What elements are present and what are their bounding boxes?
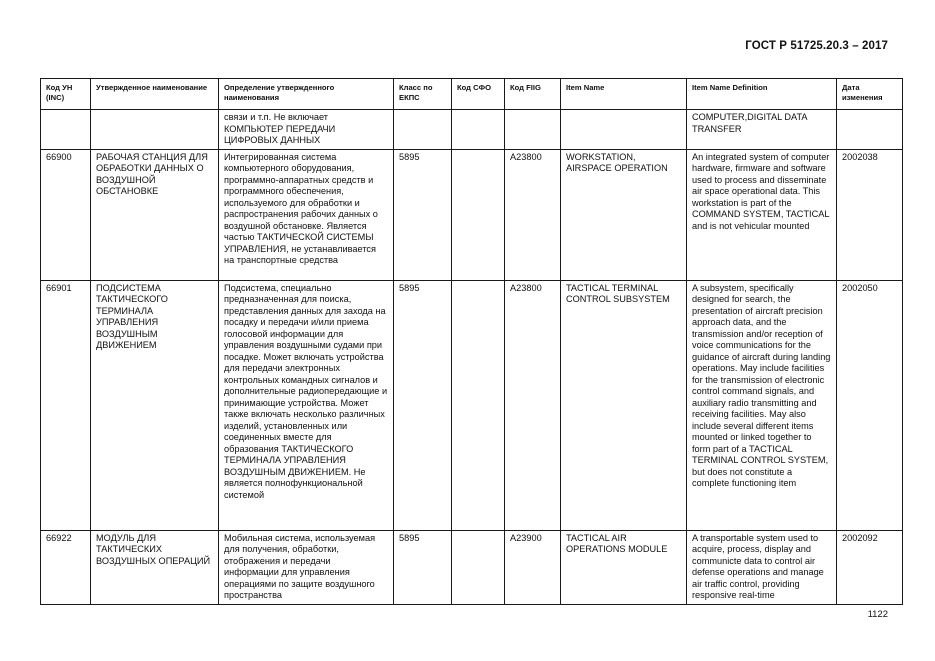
cell-definition: Интегрированная система компьютерного оборудования, программно-аппаратных средств и программного обеспечения, используемого для обработки и распространения рабочих данных о воздушной обстановке. Является частью ТАКТИЧЕСКОЙ СИСТЕМЫ УПРАВЛЕНИЯ, не устанавливается на транспортные средства (219, 149, 394, 280)
cell-fsc: 5895 (394, 280, 452, 530)
column-header-fiig: Код FIIG (505, 79, 561, 110)
cell-fiig: A23800 (505, 149, 561, 280)
cell-approved-name: ПОДСИСТЕМА ТАКТИЧЕСКОГО ТЕРМИНАЛА УПРАВЛЕНИЯ ВОЗДУШНЫМ ДВИЖЕНИЕМ (91, 280, 219, 530)
cell-change-date: 2002050 (837, 280, 903, 530)
cell-item-definition: COMPUTER,DIGITAL DATA TRANSFER (687, 110, 837, 150)
cell-sfo (452, 530, 505, 604)
column-header-definition: Определение утвержденного наименования (219, 79, 394, 110)
column-header-item-definition: Item Name Definition (687, 79, 837, 110)
cell-fsc (394, 110, 452, 150)
cell-change-date: 2002038 (837, 149, 903, 280)
column-header-inc: Код УН (INC) (41, 79, 91, 110)
table-row (41, 530, 903, 604)
column-header-change-date: Дата изменения (837, 79, 903, 110)
table-row (41, 149, 903, 280)
cell-fiig (505, 110, 561, 150)
table-row (41, 280, 903, 530)
cell-item-definition: An integrated system of computer hardware, firmware and software used to process and disseminate air space operational data. This workstation is part of the COMMAND SYSTEM, TACTICAL and is not vehicular mounted (687, 149, 837, 280)
cell-sfo (452, 280, 505, 530)
cell-item-name: TACTICAL AIR OPERATIONS MODULE (561, 530, 687, 604)
cell-fiig: A23900 (505, 530, 561, 604)
table-row (41, 110, 903, 150)
column-header-item-name: Item Name (561, 79, 687, 110)
cell-inc: 66901 (41, 280, 91, 530)
cell-fiig: A23800 (505, 280, 561, 530)
cell-definition: связи и т.п. Не включает КОМПЬЮТЕР ПЕРЕДАЧИ ЦИФРОВЫХ ДАННЫХ (219, 110, 394, 150)
cell-item-definition: A transportable system used to acquire, process, display and communicte data to control air defense operations and manage air traffic control, providing responsive real-time (687, 530, 837, 604)
column-header-approved-name: Утвержденное наименование (91, 79, 219, 110)
cell-fsc: 5895 (394, 530, 452, 604)
cell-change-date: 2002092 (837, 530, 903, 604)
cell-approved-name (91, 110, 219, 150)
cell-definition: Мобильная система, используемая для получения, обработки, отображения и передачи информации для управления операциями по защите воздушного пространства (219, 530, 394, 604)
cell-approved-name: МОДУЛЬ ДЛЯ ТАКТИЧЕСКИХ ВОЗДУШНЫХ ОПЕРАЦИЙ (91, 530, 219, 604)
cell-item-name: WORKSTATION, AIRSPACE OPERATION (561, 149, 687, 280)
cell-change-date (837, 110, 903, 150)
column-header-fsc: Класс по ЕКПС (394, 79, 452, 110)
cell-item-name (561, 110, 687, 150)
cell-sfo (452, 149, 505, 280)
cell-sfo (452, 110, 505, 150)
cell-inc: 66922 (41, 530, 91, 604)
cell-inc (41, 110, 91, 150)
table-header-row (41, 79, 903, 110)
document-title: ГОСТ Р 51725.20.3 – 2017 (745, 40, 888, 52)
cell-definition: Подсистема, специально предназначенная для поиска, представления данных для захода на посадку и передачи и/или приема голосовой информации для управления воздушными судами при посадке. Может включать устройства для передачи электронных контрольных командных сигналов и дополнительные радиопередающие и принимающие устройства. Может также включать несколько различных изделий, установленных или соединенных вместе для образования ТАКТИЧЕСКОГО ТЕРМИНАЛА УПРАВЛЕНИЯ ВОЗДУШНЫМ ДВИЖЕНИЕМ. Не является полнофункциональной системой (219, 280, 394, 530)
cell-item-name: TACTICAL TERMINAL CONTROL SUBSYSTEM (561, 280, 687, 530)
nomenclature-table (40, 78, 903, 605)
cell-inc: 66900 (41, 149, 91, 280)
cell-item-definition: A subsystem, specifically designed for search, the presentation of aircraft precision approach data, and the transmission and/or reception of voice communications for the guidance of aircraft during landing operations. May include facilities for the transmission of electronic control command signals, and auxiliary radio transmitting and receiving facilities. May also include several different items mounted or linked together to form part of a TACTICAL TERMINAL CONTROL SYSTEM, but does not constitute a complete functioning item (687, 280, 837, 530)
cell-fsc: 5895 (394, 149, 452, 280)
cell-approved-name: РАБОЧАЯ СТАНЦИЯ ДЛЯ ОБРАБОТКИ ДАННЫХ О ВОЗДУШНОЙ ОБСТАНОВКЕ (91, 149, 219, 280)
column-header-sfo: Код СФО (452, 79, 505, 110)
page-number: 1122 (867, 609, 888, 620)
